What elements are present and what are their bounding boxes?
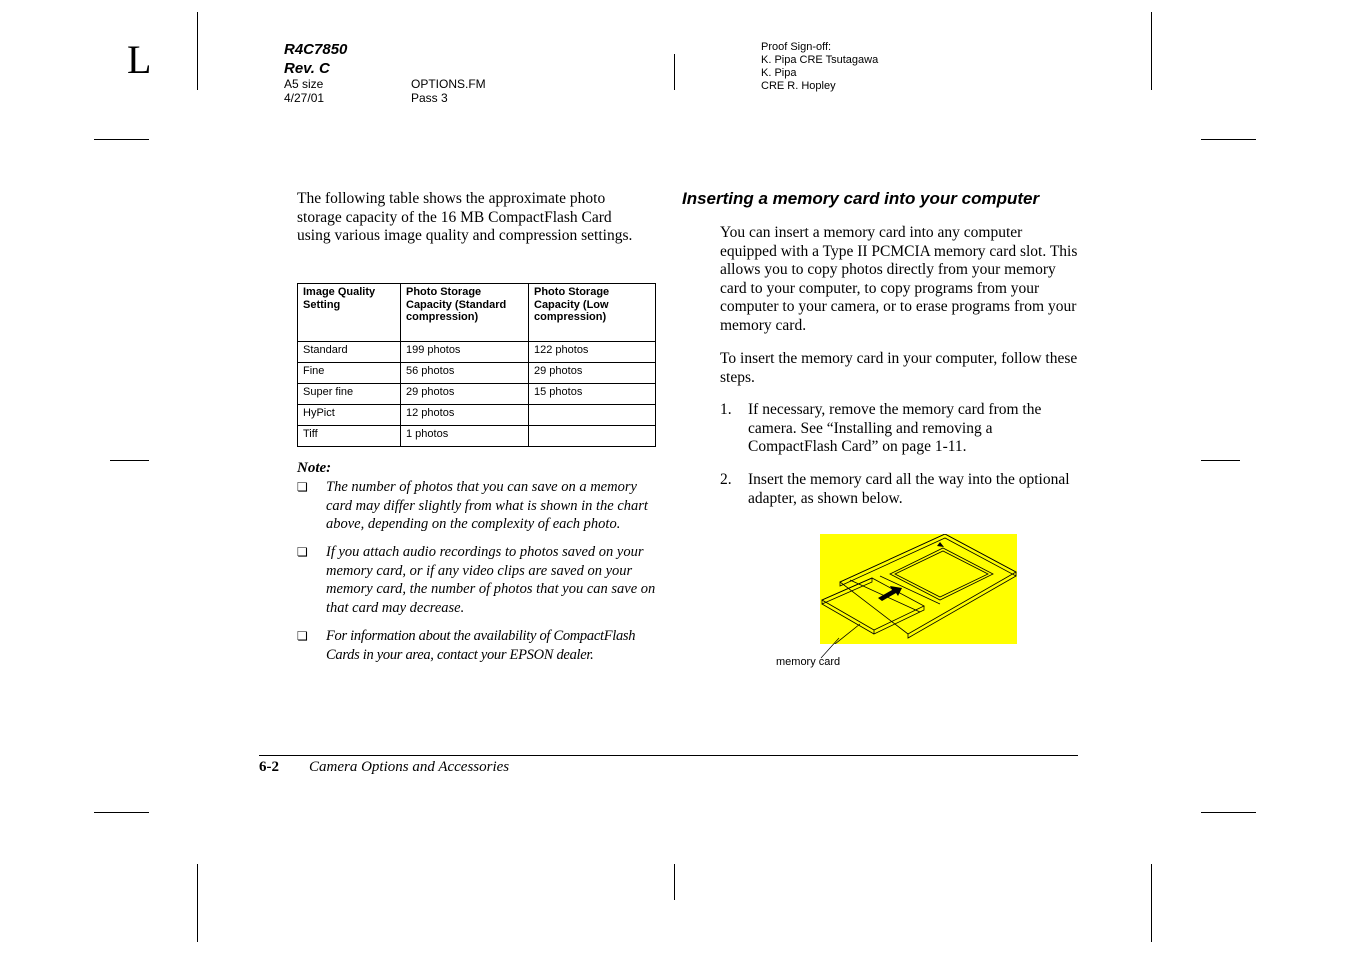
note-title: Note: bbox=[297, 460, 332, 476]
crop-mark bbox=[674, 54, 675, 90]
capacity-table bbox=[297, 283, 656, 447]
table-cell: 29 photos bbox=[401, 384, 529, 405]
crop-mark bbox=[1151, 864, 1152, 942]
table-row bbox=[298, 342, 656, 363]
table-cell: 122 photos bbox=[529, 342, 656, 363]
checkbox-bullet-icon: ❏ bbox=[297, 545, 308, 559]
crop-mark bbox=[94, 812, 149, 813]
proof-line: CRE R. Hopley bbox=[761, 80, 836, 92]
file-name: OPTIONS.FM bbox=[411, 77, 486, 91]
pass-number: Pass 3 bbox=[411, 91, 448, 105]
note-item: The number of photos that you can save on a memory card may differ slightly from what is shown in the chart above, depending on the complexity of each photo. bbox=[326, 479, 648, 533]
proof-line: Proof Sign-off: bbox=[761, 41, 832, 53]
table-cell bbox=[529, 405, 656, 426]
crop-mark bbox=[197, 864, 198, 942]
body-paragraph: To insert the memory card in your computer, follow these steps. bbox=[720, 350, 1078, 386]
table-cell: Fine bbox=[298, 363, 401, 384]
column-header: Image Quality Setting bbox=[298, 284, 401, 342]
table-cell bbox=[529, 426, 656, 447]
section-heading: Inserting a memory card into your computer bbox=[682, 189, 1040, 208]
footer-rule bbox=[259, 755, 1078, 756]
table-cell: Standard bbox=[298, 342, 401, 363]
table-cell: 29 photos bbox=[529, 363, 656, 384]
figure-label: memory card bbox=[776, 656, 841, 668]
crop-mark bbox=[674, 864, 675, 900]
step-number: 2. bbox=[720, 471, 732, 488]
proof-line: K. Pipa bbox=[761, 67, 797, 79]
crop-mark bbox=[1201, 139, 1256, 140]
doc-revision: Rev. C bbox=[284, 60, 330, 77]
step-text: Insert the memory card all the way into the optional adapter, as shown below. bbox=[748, 471, 1070, 507]
checkbox-bullet-icon: ❏ bbox=[297, 480, 308, 494]
doc-date: 4/27/01 bbox=[284, 91, 325, 105]
table-cell: 199 photos bbox=[401, 342, 529, 363]
body-paragraph: You can insert a memory card into any computer equipped with a Type II PCMCIA memory card slot. This allows you to copy photos directly from your memory card to your computer, to copy programs from your computer to your camera, or to erase programs from your memory card. bbox=[720, 224, 1078, 334]
crop-mark bbox=[94, 139, 149, 140]
checkbox-bullet-icon: ❏ bbox=[297, 629, 308, 643]
table-cell: HyPict bbox=[298, 405, 401, 426]
doc-id: R4C7850 bbox=[284, 41, 348, 58]
step-number: 1. bbox=[720, 401, 732, 418]
column-header: Photo Storage Capacity (Low compression) bbox=[529, 284, 656, 342]
page-size: A5 size bbox=[284, 77, 324, 91]
page-number: 6-2 bbox=[259, 759, 279, 775]
intro-paragraph: The following table shows the approximate photo storage capacity of the 16 MB CompactFlash Card using various image quality and compression settings. bbox=[297, 190, 633, 245]
table-cell: 56 photos bbox=[401, 363, 529, 384]
pcmcia-adapter-illustration bbox=[820, 534, 1017, 644]
crop-mark bbox=[1151, 12, 1152, 90]
table-row bbox=[298, 363, 656, 384]
note-item: If you attach audio recordings to photos saved on your memory card, or if any video clips are saved on your memory card, the number of photos that you can save on that card may decrease. bbox=[326, 544, 656, 616]
corner-page-mark: L bbox=[127, 37, 152, 82]
table-cell: Super fine bbox=[298, 384, 401, 405]
table-row bbox=[298, 426, 656, 447]
adapter-figure bbox=[820, 534, 1017, 644]
crop-mark bbox=[1201, 460, 1240, 461]
table-cell: 12 photos bbox=[401, 405, 529, 426]
proof-line: K. Pipa CRE Tsutagawa bbox=[761, 54, 879, 66]
table-header-row bbox=[298, 284, 656, 342]
column-header: Photo Storage Capacity (Standard compression) bbox=[401, 284, 529, 342]
crop-mark bbox=[1201, 812, 1256, 813]
table-cell: 15 photos bbox=[529, 384, 656, 405]
chapter-title: Camera Options and Accessories bbox=[309, 759, 510, 775]
step-text: If necessary, remove the memory card from the camera. See “Installing and removing a CompactFlash Card” on page 1-11. bbox=[748, 401, 1042, 456]
crop-mark bbox=[197, 12, 198, 90]
table-row bbox=[298, 405, 656, 426]
table-row bbox=[298, 384, 656, 405]
table-cell: Tiff bbox=[298, 426, 401, 447]
crop-mark bbox=[110, 460, 149, 461]
proof-signoff bbox=[761, 41, 878, 93]
table-cell: 1 photos bbox=[401, 426, 529, 447]
note-item: For information about the availability of CompactFlash Cards in your area, contact your EPSON dealer. bbox=[326, 628, 636, 663]
